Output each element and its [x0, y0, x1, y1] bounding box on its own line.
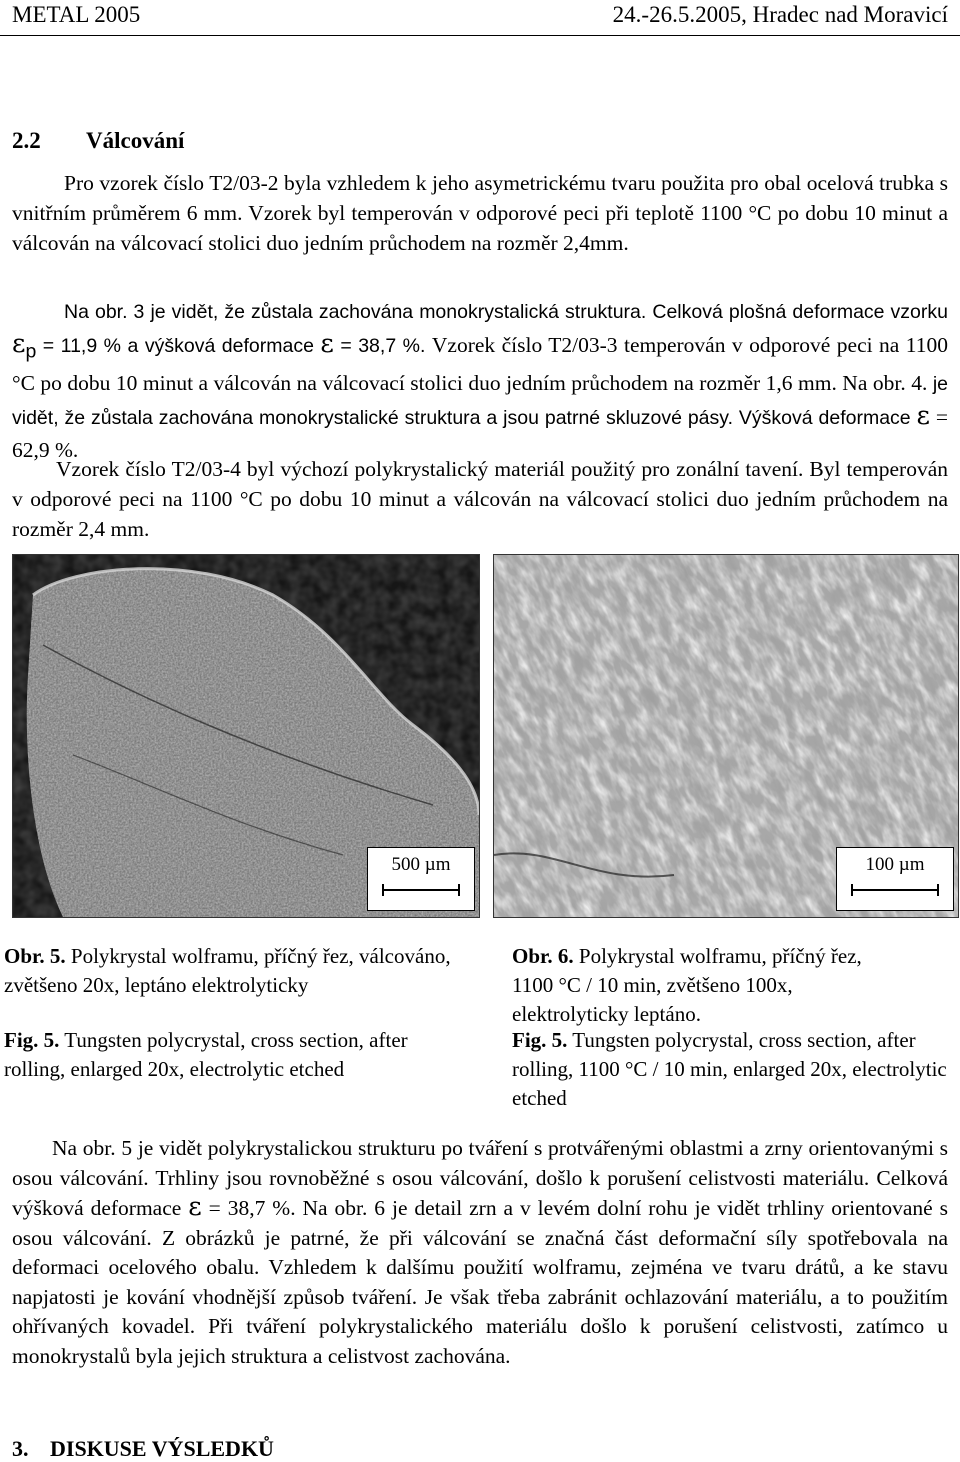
paragraph-2-text-a: Na obr. 3 je vidět, že zůstala zachována monokrystalická struktura. Celková plošná deformace vzorku [64, 301, 948, 323]
micrograph-left [12, 554, 480, 918]
caption-text: Polykrystal wolframu, příčný řez, válcováno, zvětšeno 20x, leptáno elektrolyticky [4, 944, 451, 997]
paragraph-4-text-a: Na obr. 5 je vidět polykrystalickou strukturu po tváření s protvářenými oblastmi a zrny orientovanými s osou válcování. Trhliny jsou rovnoběžné s osou válcování, došlo k porušení celistvosti materiálu. Celková výšková deformace [12, 1136, 948, 1220]
scale-label: 100 µm [865, 854, 925, 875]
paragraph-2-text-b: = 11,9 % a výšková deformace [42, 335, 314, 357]
caption-text: Tungsten polycrystal, cross section, after rolling, enlarged 20x, electrolytic etched [4, 1028, 408, 1081]
epsilon-symbol: ε [320, 329, 334, 359]
paragraph-2-text-e: je vidět, že zůstala zachována monokrystalické struktura a jsou patrné skluzové pásy. Výšková deformace [12, 373, 949, 430]
epsilon-subscript: p [25, 340, 37, 363]
scale-bar [382, 884, 460, 896]
scale-bar-right [836, 847, 954, 911]
caption-label: Fig. 5. [512, 1028, 568, 1052]
scale-bar [851, 884, 939, 896]
next-section-heading [12, 1436, 274, 1462]
caption-text: Tungsten polycrystal, cross section, after rolling, 1100 °C / 10 min, enlarged 20x, electrolytic etched [512, 1028, 947, 1110]
paragraph-2 [12, 295, 948, 466]
paragraph-2-text-c: = 38,7 %. [340, 335, 426, 357]
running-header-left: METAL 2005 [12, 2, 141, 27]
paragraph-3: Vzorek číslo T2/03-4 byl výchozí polykrystalický materiál použitý pro zonální tavení. Byl temperován v odporové peci na 1100 °C po dobu 10 minut a válcován na válcovací stolici duo jedním průchodem na rozměr 2,4 mm. [12, 457, 948, 541]
paragraph-4 [12, 1134, 948, 1371]
paragraph-1: Pro vzorek číslo T2/03-2 byla vzhledem k jeho asymetrickému tvaru použita pro obal ocelová trubka s vnitřním průměrem 6 mm. Vzorek byl temperován v odporové peci při teplotě 1100 °C po dobu 10 minut a válcován na válcovací stolici duo jedním průchodem na rozměr 2,4mm. [12, 171, 948, 255]
header-rule [0, 35, 960, 36]
paragraph-4-text-b: = 38,7 %. Na obr. 6 je detail zrn a v levém dolní rohu je vidět trhliny orientované s osou válcování. Z obrázků je patrné, že při válcování se značná část deformační síly spotřebovala na deformaci ocelového obalu. Vzhledem k dalšímu použití wolframu, zejména ve tvaru drátů, a ke stavu napjatosti je kování vhodnější způsob tváření. Je však třeba zabránit ochlazování materiálu, a to použitím ohřívaných kovadel. Při tváření polykrystalického materiálu došlo k porušení celistvosti, zatímco u monokrystalů byla jejich struktura a celistvost zachována. [12, 1196, 949, 1368]
next-section-number: 3. [12, 1436, 29, 1461]
caption-right-en [512, 1026, 958, 1113]
section-title: Válcování [86, 128, 185, 153]
caption-label: Obr. 5. [4, 944, 66, 968]
scale-bar-left [367, 847, 475, 911]
paragraph-2-text-f: = 62,9 %. [12, 405, 949, 463]
running-header-right: 24.-26.5.2005, Hradec nad Moravicí [612, 2, 948, 27]
caption-text: Polykrystal wolframu, příčný řez, 1100 °C / 10 min, zvětšeno 100x, elektrolyticky leptáno. [512, 944, 862, 1026]
section-heading [12, 128, 184, 154]
scale-label: 500 µm [391, 854, 451, 875]
epsilon-symbol: ε [12, 329, 26, 359]
caption-label: Obr. 6. [512, 944, 574, 968]
caption-label: Fig. 5. [4, 1028, 60, 1052]
caption-right-cz [512, 942, 872, 1029]
next-section-title: DISKUSE VÝSLEDKŮ [50, 1436, 274, 1461]
epsilon-symbol: ε [916, 401, 930, 432]
micrograph-right [493, 554, 959, 918]
caption-left-en [4, 1026, 474, 1084]
section-number: 2.2 [12, 128, 41, 153]
epsilon-symbol: ε [188, 1192, 202, 1222]
paragraph-2-text-d: Vzorek číslo T2/03-3 temperován v odporové peci na 1100 °C po dobu 10 minut a válcován na válcovací stolici duo jedním průchodem na rozměr 1,6 mm. Na obr. 4. [12, 333, 948, 396]
caption-left-cz [4, 942, 486, 1000]
